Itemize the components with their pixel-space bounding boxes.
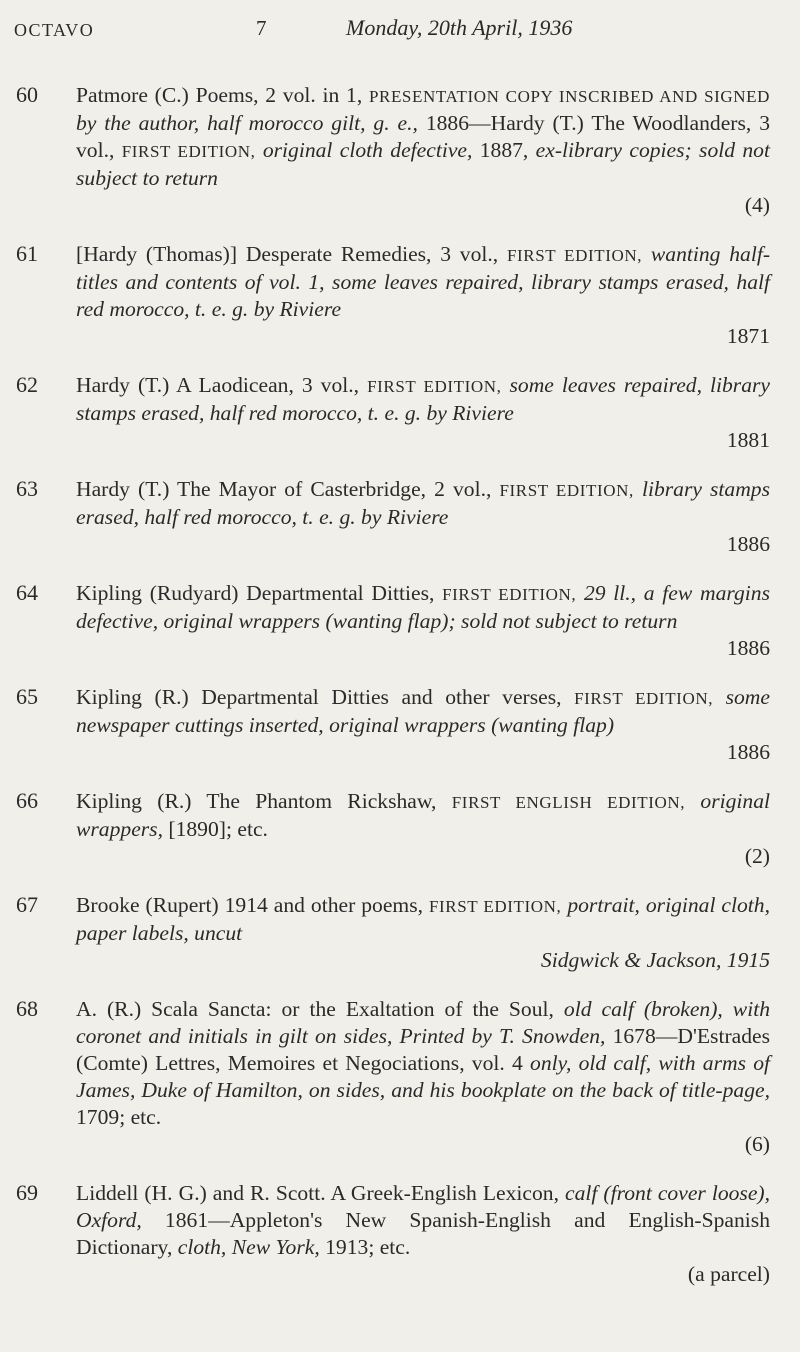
- lot-number: 69: [16, 1180, 38, 1205]
- lot-text-segment: wanting half-titles and contents of vol. 1, some leaves repaired, library stamps erased, half red morocco, t. e. g. by Riviere: [76, 242, 771, 321]
- lot-text-segment: FIRST EDITION,: [428, 897, 562, 916]
- lot-description: [76, 892, 770, 974]
- lot-trailer: 1871: [726, 324, 770, 348]
- lot-text-segment: library stamps erased, half red morocco, t. e. g. by Riviere: [76, 477, 770, 529]
- lot-number: 64: [16, 580, 38, 605]
- lot-trailer: Sidgwick & Jackson, 1915: [540, 948, 770, 972]
- lot-text-segment: 29 ll., a few margins defective, original wrappers (wanting flap); sold not subject to return: [76, 581, 771, 633]
- lot-number: 61: [16, 241, 38, 266]
- lot-trailer: 1886: [726, 636, 770, 660]
- page-header: [0, 12, 800, 42]
- lot-text-segment: 1861—Appleton's New Spanish-English and English-Spanish Dictionary,: [76, 1208, 771, 1259]
- lot-text-segment: PRESENTATION COPY INSCRIBED AND SIGNED: [368, 87, 771, 106]
- lot-text-segment: FIRST EDITION,: [121, 142, 256, 161]
- lot-text-segment: 1678—D'Estrades (Comte) Lettres, Memoires et Negociations, vol. 4: [76, 1024, 770, 1075]
- lot-entry: [0, 241, 800, 350]
- lot-trailer: (a parcel): [687, 1262, 770, 1286]
- lot-text-segment: 1913; etc.: [325, 1235, 411, 1259]
- lot-text-segment: ex-library copies; sold not subject to return: [76, 138, 770, 190]
- lot-text-segment: Liddell (H. G.) and R. Scott. A Greek-English Lexicon,: [76, 1181, 566, 1205]
- lot-text-segment: Hardy (T.) A Laodicean, 3 vol.,: [76, 373, 368, 397]
- lot-text-segment: Hardy (T.) The Mayor of Casterbridge, 2 vol.,: [76, 477, 500, 501]
- lot-text-segment: Kipling (R.) Departmental Ditties and other verses,: [76, 685, 575, 709]
- lot-description: [76, 372, 770, 454]
- lot-entry: [0, 788, 800, 870]
- lot-text-segment: by the author, half morocco gilt, g. e.,: [76, 111, 426, 135]
- lot-text-segment: Kipling (R.) The Phantom Rickshaw,: [76, 789, 452, 813]
- lot-list: [0, 82, 800, 1310]
- lot-text-segment: original cloth defective,: [255, 138, 480, 162]
- lot-text-segment: FIRST EDITION,: [367, 377, 502, 396]
- lot-text-segment: calf (front cover loose), Oxford,: [76, 1181, 770, 1232]
- lot-text-segment: FIRST EDITION,: [442, 585, 577, 604]
- lot-number: 68: [16, 996, 38, 1021]
- section-label: OCTAVO: [14, 20, 95, 40]
- lot-text-segment: [Hardy (Thomas)] Desperate Remedies, 3 vol.,: [76, 242, 507, 266]
- lot-text-segment: 1886—Hardy (T.) The Woodlanders, 3 vol.,: [76, 111, 770, 162]
- lot-text-segment: portrait, original cloth, paper labels, uncut: [76, 893, 770, 945]
- lot-text-segment: FIRST EDITION,: [506, 246, 643, 265]
- lot-description: [76, 996, 770, 1158]
- lot-number: 66: [16, 788, 38, 813]
- lot-trailer: (6): [744, 1132, 770, 1156]
- lot-number: 60: [16, 82, 38, 107]
- sale-date: Monday, 20th April, 1936: [346, 15, 573, 40]
- lot-entry: [0, 82, 800, 219]
- lot-entry: [0, 580, 800, 662]
- page-number: 7: [256, 16, 267, 40]
- lot-text-segment: 1709; etc.: [76, 1105, 162, 1129]
- lot-text-segment: original wrappers,: [76, 789, 770, 841]
- lot-trailer: 1886: [726, 532, 770, 556]
- lot-text-segment: old calf (broken), with coronet and initials in gilt on sides, Printed by T. Snowden,: [76, 997, 770, 1048]
- lot-text-segment: [1890]; etc.: [168, 817, 268, 841]
- lot-text-segment: Patmore (C.) Poems, 2 vol. in 1,: [76, 83, 369, 107]
- lot-text-segment: only, old calf, with arms of James, Duke of Hamilton, on sides, and his bookplate on the back of title-page,: [76, 1051, 770, 1102]
- lot-description: [76, 82, 770, 219]
- lot-text-segment: cloth, New York,: [177, 1235, 326, 1259]
- lot-text-segment: some newspaper cuttings inserted, original wrappers (wanting flap): [76, 685, 770, 737]
- lot-description: [76, 241, 770, 350]
- lot-description: [76, 476, 770, 558]
- lot-description: [76, 788, 770, 870]
- lot-description: [76, 684, 770, 766]
- lot-text-segment: A. (R.) Scala Sancta: or the Exaltation of the Soul,: [76, 997, 564, 1021]
- lot-description: [76, 1180, 770, 1288]
- lot-text-segment: 1887,: [479, 138, 536, 162]
- lot-entry: [0, 476, 800, 558]
- lot-trailer: 1886: [726, 740, 770, 764]
- lot-text-segment: FIRST EDITION,: [499, 481, 634, 500]
- lot-number: 67: [16, 892, 38, 917]
- lot-trailer: (2): [744, 844, 770, 868]
- lot-text-segment: FIRST ENGLISH EDITION,: [451, 793, 686, 812]
- lot-text-segment: Brooke (Rupert) 1914 and other poems,: [76, 893, 429, 917]
- lot-entry: [0, 1180, 800, 1288]
- lot-number: 63: [16, 476, 38, 501]
- lot-text-segment: FIRST EDITION,: [574, 689, 714, 708]
- lot-entry: [0, 684, 800, 766]
- lot-entry: [0, 892, 800, 974]
- lot-number: 65: [16, 684, 38, 709]
- lot-text-segment: Kipling (Rudyard) Departmental Ditties,: [76, 581, 443, 605]
- lot-trailer: 1881: [726, 428, 770, 452]
- lot-text-segment: some leaves repaired, library stamps erased, half red morocco, t. e. g. by Riviere: [76, 373, 770, 425]
- lot-trailer: (4): [744, 193, 770, 217]
- lot-entry: [0, 372, 800, 454]
- lot-description: [76, 580, 770, 662]
- lot-number: 62: [16, 372, 38, 397]
- lot-entry: [0, 996, 800, 1158]
